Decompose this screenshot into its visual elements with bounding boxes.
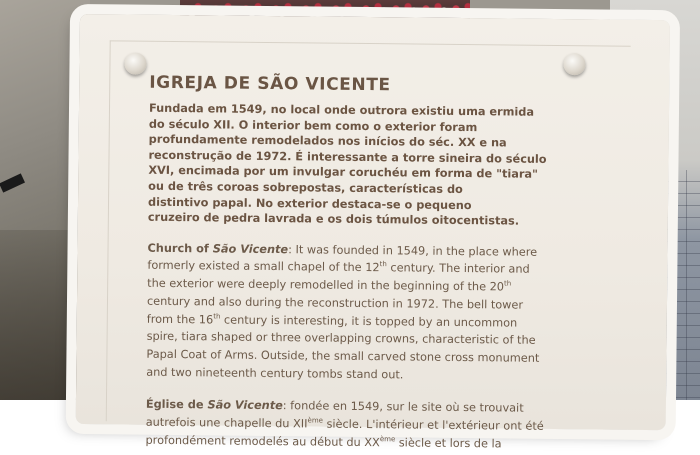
information-plaque [76, 14, 670, 451]
fr-sup: ème [379, 434, 396, 444]
pt-line: Fundada em 1549, no local onde outrora existiu uma ermida [148, 101, 535, 119]
en-line: Papal Coat of Arms. Outside, the small carved stone cross monument [146, 347, 540, 365]
portuguese-paragraph [148, 101, 549, 230]
en-sup: th [379, 260, 387, 269]
en-line: and two nineteenth century tombs stand out. [146, 365, 404, 382]
fr-text: autrefois une chapelle du XII [145, 415, 308, 431]
fr-line [145, 431, 545, 453]
fr-text: siècle et lors de la [395, 436, 502, 451]
fr-church-name: São Vicente [207, 398, 283, 413]
english-paragraph [146, 239, 547, 385]
wall-shadow [0, 230, 85, 400]
pt-line: profundamente remodelados nos inícios do séc. XX e na [148, 132, 507, 150]
left-screw-icon [124, 52, 146, 74]
en-line: spire, tiara shaped or three overlapping crowns, characteristic of the [146, 329, 536, 348]
en-sup: th [504, 279, 512, 288]
en-text: from the 16 [146, 312, 214, 326]
en-text: century. The interior and [386, 261, 530, 277]
fr-lead: Église de [145, 398, 208, 412]
en-church-name: São Vicente [212, 242, 289, 256]
en-sup: th [213, 311, 221, 321]
fr-text: : fondée en 1549, sur le site où se trouvait [282, 399, 524, 416]
fr-text: siècle. L'intérieur et l'extérieur ont été [322, 417, 544, 433]
pt-line: ou de três coroas sobrepostas, características do [148, 179, 463, 196]
plaque-text [145, 73, 549, 454]
pt-line: reconstrução de 1972. É interessante a torre sineira do século [148, 148, 547, 166]
plaque-title: IGREJA DE SÃO VICENTE [149, 72, 391, 96]
right-screw-icon [563, 53, 585, 75]
en-text: century is interesting, it is topped by an uncommon [220, 313, 518, 330]
pt-line: do século XII. O interior bem como o exterior foram [148, 117, 478, 134]
french-paragraph [145, 396, 546, 453]
en-text: the exterior were deeply remodelled in the beginning of the 20 [147, 276, 505, 294]
pt-line: distintivo papal. No exterior destaca-se o pequeno [147, 195, 472, 212]
en-lead: Church of [147, 241, 213, 256]
fr-text: profondément remodelés au début du XX [145, 433, 380, 449]
en-line: century and also during the reconstruction in 1972. The bell tower [146, 294, 524, 312]
pt-line: cruzeiro de pedra lavrada e os dois túmulos oitocentistas. [147, 210, 520, 228]
en-text: : It was founded in 1549, in the place where [288, 242, 538, 259]
fr-sup: ème [307, 416, 324, 425]
pt-line: XVI, encimada por um invulgar coruchéu em forma de "tiara" [148, 164, 539, 182]
en-text: formerly existed a small chapel of the 12 [147, 259, 380, 275]
